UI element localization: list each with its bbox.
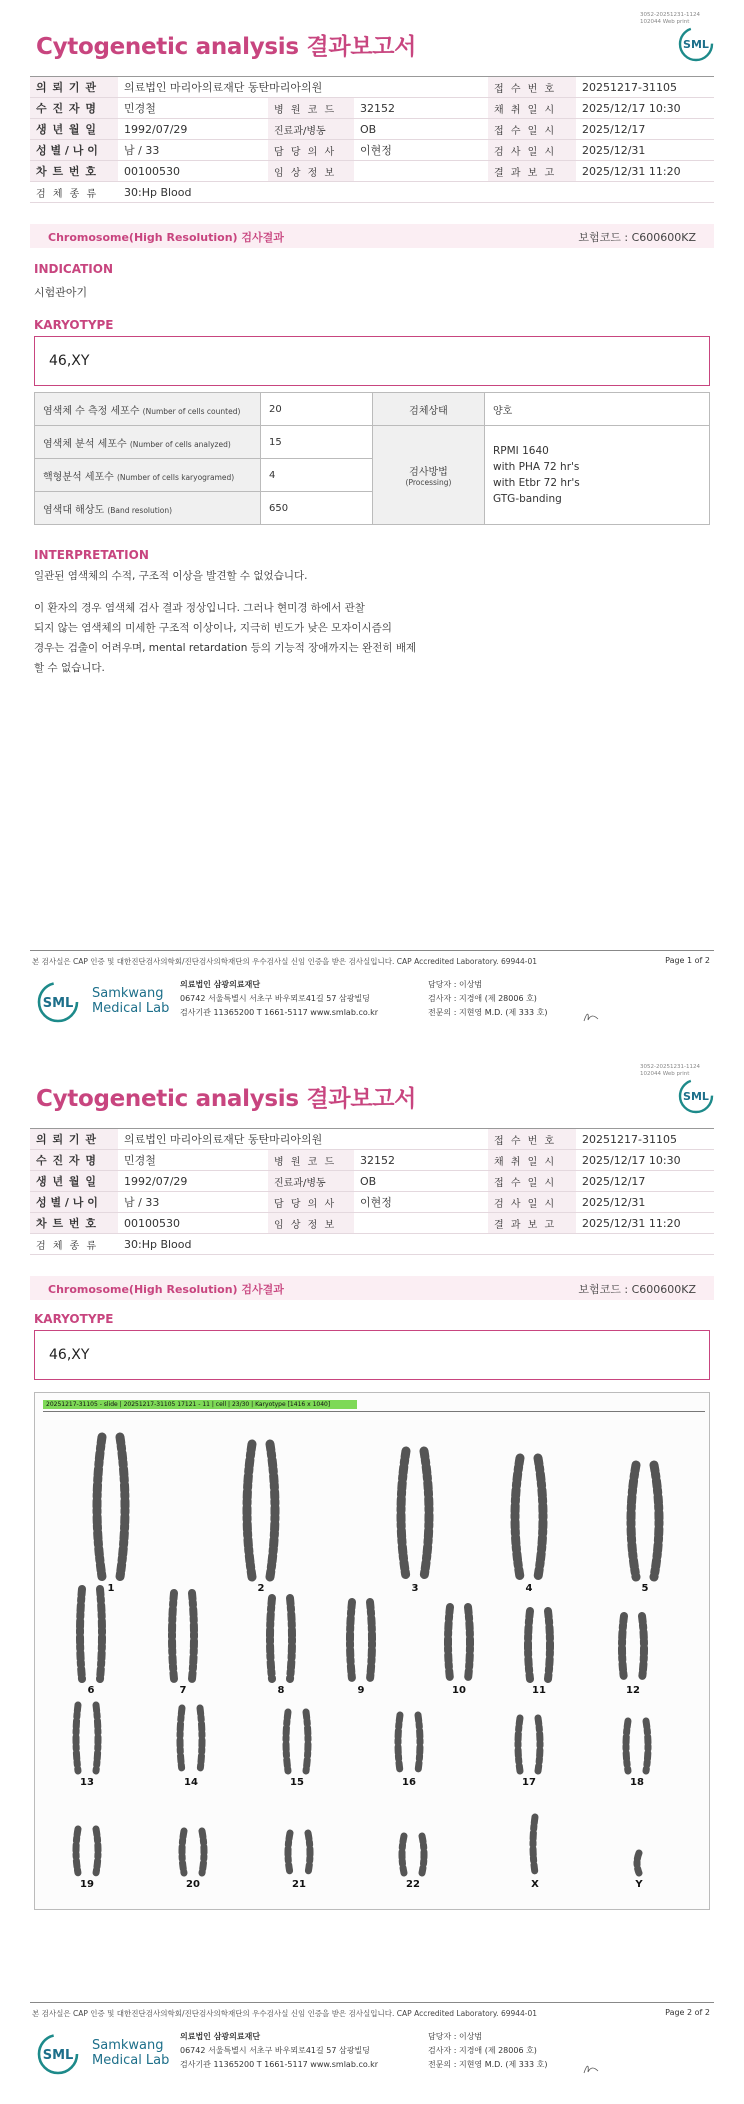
karyotype-box <box>34 336 710 386</box>
chromosome-8-2 <box>290 1598 292 1679</box>
label-physician: 담 당 의 사 <box>268 1192 354 1213</box>
chromosome-label-8: 8 <box>277 1685 285 1696</box>
chromosome-12-2 <box>642 1616 644 1679</box>
value-requesting-org: 의료법인 마리아의료재단 동탄마리아의원 <box>118 77 488 98</box>
signature-icon <box>582 2062 600 2076</box>
cells-analyzed-label: 염색체 분석 세포수 (Number of cells analyzed) <box>35 426 261 459</box>
result-band-title: Chromosome(High Resolution) 검사결과 <box>48 231 284 244</box>
svg-text:SML: SML <box>42 2048 74 2063</box>
chromosome-label-14: 14 <box>184 1777 198 1788</box>
specimen-status-value: 양호 <box>485 393 710 426</box>
karyogram-image <box>34 1392 710 1910</box>
karyogram-header-bar: 20251217-31105 - slide | 20251217-31105 17121 - 11 | cell | 23/30 | Karyotype [1416 x 1040] <box>43 1400 357 1409</box>
chromosome-label-Y: Y <box>635 1879 643 1890</box>
label-requesting-org: 의 뢰 기 관 <box>30 77 118 98</box>
label-specimen-type: 검 체 종 류 <box>30 1234 118 1255</box>
page-number: Page 1 of 2 <box>665 956 710 965</box>
chromosome-2-1 <box>247 1444 252 1577</box>
patient-info-table <box>30 76 714 203</box>
document-code: 3052-20251231-1124 102044 Web print <box>640 1064 700 1077</box>
value-department: OB <box>354 1171 488 1192</box>
label-chart-no: 차 트 번 호 <box>30 1213 118 1234</box>
chromosome-21-1 <box>288 1833 290 1873</box>
band-resolution-label: 염색대 해상도 (Band resolution) <box>35 492 261 525</box>
value-test-date: 2025/12/31 <box>576 140 714 161</box>
label-birth-date: 생 년 월 일 <box>30 1171 118 1192</box>
indication-title: INDICATION <box>34 262 113 276</box>
lab-address: 의료법인 삼광의료재단 06742 서울특별시 서초구 바우뫼로41길 57 삼광빌딩 검사기관 11365200 T 1661-5117 www.smlab.co.kr <box>180 980 379 1017</box>
cells-analyzed-value: 15 <box>261 426 373 459</box>
chromosome-8-1 <box>270 1598 272 1679</box>
chromosome-label-22: 22 <box>406 1879 420 1890</box>
insurance-code: 보험코드 : C600600KZ <box>578 231 696 244</box>
chromosome-21-2 <box>308 1833 310 1873</box>
label-sex-age: 성 별 / 나 이 <box>30 140 118 161</box>
chromosome-18-2 <box>646 1721 648 1771</box>
chromosome-6-1 <box>80 1589 82 1679</box>
cells-karyogramed-value: 4 <box>261 459 373 492</box>
chromosome-7-2 <box>192 1593 194 1679</box>
chromosome-18-1 <box>626 1721 628 1771</box>
label-requesting-org: 의 뢰 기 관 <box>30 1129 118 1150</box>
chromosome-4-2 <box>538 1458 543 1577</box>
result-band <box>30 224 714 248</box>
label-specimen-type: 검 체 종 류 <box>30 182 118 203</box>
chromosome-label-18: 18 <box>630 1777 644 1788</box>
chromosome-label-21: 21 <box>292 1879 306 1890</box>
value-test-date: 2025/12/31 <box>576 1192 714 1213</box>
label-test-date: 검 사 일 시 <box>488 1192 576 1213</box>
samkwang-logo-icon <box>36 980 80 1024</box>
value-birth-date: 1992/07/29 <box>118 1171 268 1192</box>
chromosome-4-1 <box>515 1458 520 1577</box>
chromosome-Y-1 <box>637 1853 639 1873</box>
chromosome-16-2 <box>418 1715 420 1771</box>
chromosome-22-1 <box>402 1836 404 1873</box>
label-patient-name: 수 진 자 명 <box>30 1150 118 1171</box>
value-receipt-date: 2025/12/17 <box>576 1171 714 1192</box>
result-band-title: Chromosome(High Resolution) 검사결과 <box>48 1283 284 1296</box>
chromosome-label-1: 1 <box>107 1583 115 1594</box>
cells-counted-value: 20 <box>261 393 373 426</box>
chromosome-label-2: 2 <box>257 1583 265 1594</box>
karyotype-value: 46,XY <box>49 353 90 369</box>
band-resolution-value: 650 <box>261 492 373 525</box>
label-receipt-no: 접 수 번 호 <box>488 1129 576 1150</box>
chromosome-label-13: 13 <box>80 1777 94 1788</box>
chromosome-label-16: 16 <box>402 1777 416 1788</box>
svg-text:SML: SML <box>683 1090 709 1103</box>
karyogram-chromosomes <box>35 1393 711 1911</box>
value-physician: 이현정 <box>354 1192 488 1213</box>
sml-logo-icon <box>678 1078 714 1114</box>
label-clinical-info: 임 상 정 보 <box>268 161 354 182</box>
chromosome-20-1 <box>182 1831 184 1873</box>
report-title: Cytogenetic analysis 결과보고서 <box>36 34 417 60</box>
value-specimen-type: 30:Hp Blood <box>118 182 714 203</box>
specimen-status-label: 검체상태 <box>373 393 485 426</box>
interpretation-detail: 이 환자의 경우 염색체 검사 결과 정상입니다. 그러나 현미경 하에서 관찰 되지 않는 염색체의 미세한 구조적 이상이나, 지극히 빈도가 낮은 모자이시즘의 경우는 검출이 어려우며, mental retardation 등의 기능적 장애까지는 완전히 배제 할 수 없습니다. <box>34 602 417 674</box>
chromosome-1-1 <box>97 1437 102 1577</box>
chromosome-22-2 <box>422 1836 424 1873</box>
chromosome-10-1 <box>448 1607 450 1679</box>
cell-analysis-table <box>34 392 710 525</box>
label-department: 진료과/병동 <box>268 1171 354 1192</box>
chromosome-label-17: 17 <box>522 1777 536 1788</box>
label-collection-time: 채 취 일 시 <box>488 98 576 119</box>
value-requesting-org: 의료법인 마리아의료재단 동탄마리아의원 <box>118 1129 488 1150</box>
chromosome-14-1 <box>180 1708 182 1771</box>
chromosome-6-2 <box>100 1589 102 1679</box>
chromosome-label-5: 5 <box>641 1583 649 1594</box>
label-test-date: 검 사 일 시 <box>488 140 576 161</box>
chromosome-5-1 <box>631 1465 636 1577</box>
lab-name: Samkwang Medical Lab <box>92 986 170 1016</box>
samkwang-logo-icon <box>36 2032 80 2076</box>
value-patient-name: 민경철 <box>118 98 268 119</box>
chromosome-X-1 <box>533 1817 535 1873</box>
value-receipt-no: 20251217-31105 <box>576 77 714 98</box>
chromosome-label-10: 10 <box>452 1685 466 1696</box>
report-title: Cytogenetic analysis 결과보고서 <box>36 1086 417 1112</box>
chromosome-15-2 <box>306 1712 308 1771</box>
chromosome-1-2 <box>120 1437 125 1577</box>
chromosome-label-9: 9 <box>357 1685 365 1696</box>
value-hospital-code: 32152 <box>354 98 488 119</box>
chromosome-label-20: 20 <box>186 1879 200 1890</box>
chromosome-label-12: 12 <box>626 1685 640 1696</box>
insurance-code: 보험코드 : C600600KZ <box>578 1283 696 1296</box>
value-report-time: 2025/12/31 11:20 <box>576 1213 714 1234</box>
interpretation-title: INTERPRETATION <box>34 548 149 562</box>
chromosome-9-1 <box>350 1602 352 1679</box>
chromosome-12-1 <box>622 1616 624 1679</box>
method-label: 검사방법 (Processing) <box>373 426 485 525</box>
chromosome-16-1 <box>398 1715 400 1771</box>
accreditation-note: 본 검사실은 CAP 인증 및 대한진단검사의학회/진단검사의학재단의 우수검사실 신임 인증을 받은 검사실입니다. CAP Accredited Laboratory. 69944-01 <box>32 2009 538 2018</box>
value-chart-no: 00100530 <box>118 161 268 182</box>
value-specimen-type: 30:Hp Blood <box>118 1234 714 1255</box>
chromosome-11-2 <box>548 1611 550 1679</box>
chromosome-17-1 <box>518 1718 520 1771</box>
chromosome-5-2 <box>654 1465 659 1577</box>
svg-text:SML: SML <box>683 38 709 51</box>
label-hospital-code: 병 원 코 드 <box>268 98 354 119</box>
chromosome-19-1 <box>76 1829 78 1873</box>
svg-text:SML: SML <box>42 996 74 1011</box>
patient-info-table <box>30 1128 714 1255</box>
accreditation-note: 본 검사실은 CAP 인증 및 대한진단검사의학회/진단검사의학재단의 우수검사실 신임 인증을 받은 검사실입니다. CAP Accredited Laboratory. 69944-01 <box>32 957 538 966</box>
value-report-time: 2025/12/31 11:20 <box>576 161 714 182</box>
method-value: RPMI 1640 with PHA 72 hr's with Etbr 72 hr's GTG-banding <box>485 426 710 525</box>
result-band <box>30 1276 714 1300</box>
chromosome-label-19: 19 <box>80 1879 94 1890</box>
value-sex-age: 남 / 33 <box>118 1192 268 1213</box>
chromosome-19-2 <box>96 1829 98 1873</box>
chromosome-7-1 <box>172 1593 174 1679</box>
cells-counted-label: 염색체 수 측정 세포수 (Number of cells counted) <box>35 393 261 426</box>
chromosome-label-3: 3 <box>411 1583 419 1594</box>
chromosome-3-1 <box>401 1451 406 1577</box>
sml-logo-icon <box>678 26 714 62</box>
value-clinical-info <box>354 1213 488 1234</box>
footer-divider <box>30 2002 714 2003</box>
chromosome-9-2 <box>370 1602 372 1679</box>
page-number: Page 2 of 2 <box>665 2008 710 2017</box>
report-page-2 <box>0 1052 744 2104</box>
chromosome-17-2 <box>538 1718 540 1771</box>
karyotype-value: 46,XY <box>49 1347 90 1363</box>
chromosome-3-2 <box>424 1451 429 1577</box>
chromosome-14-2 <box>200 1708 202 1771</box>
chromosome-13-1 <box>76 1705 78 1771</box>
lab-staff: 담당자 : 이상범 검사자 : 지경애 (제 28006 호) 전문의 : 지현영 M.D. (제 333 호) <box>428 980 548 1017</box>
label-birth-date: 생 년 월 일 <box>30 119 118 140</box>
value-collection-time: 2025/12/17 10:30 <box>576 98 714 119</box>
label-report-time: 결 과 보 고 <box>488 161 576 182</box>
label-receipt-date: 접 수 일 시 <box>488 1171 576 1192</box>
chromosome-15-1 <box>286 1712 288 1771</box>
value-receipt-no: 20251217-31105 <box>576 1129 714 1150</box>
chromosome-label-15: 15 <box>290 1777 304 1788</box>
lab-address: 의료법인 삼광의료재단 06742 서울특별시 서초구 바우뫼로41길 57 삼광빌딩 검사기관 11365200 T 1661-5117 www.smlab.co.kr <box>180 2032 379 2069</box>
footer-divider <box>30 950 714 951</box>
chromosome-label-11: 11 <box>532 1685 546 1696</box>
label-report-time: 결 과 보 고 <box>488 1213 576 1234</box>
value-receipt-date: 2025/12/17 <box>576 119 714 140</box>
cells-karyogramed-label: 핵형분석 세포수 (Number of cells karyogramed) <box>35 459 261 492</box>
chromosome-label-4: 4 <box>525 1583 533 1594</box>
label-department: 진료과/병동 <box>268 119 354 140</box>
label-patient-name: 수 진 자 명 <box>30 98 118 119</box>
lab-name: Samkwang Medical Lab <box>92 2038 170 2068</box>
value-birth-date: 1992/07/29 <box>118 119 268 140</box>
label-physician: 담 당 의 사 <box>268 140 354 161</box>
karyotype-title: KARYOTYPE <box>34 1312 114 1326</box>
lab-staff: 담당자 : 이상범 검사자 : 지경애 (제 28006 호) 전문의 : 지현영 M.D. (제 333 호) <box>428 2032 548 2069</box>
label-clinical-info: 임 상 정 보 <box>268 1213 354 1234</box>
value-department: OB <box>354 119 488 140</box>
chromosome-20-2 <box>202 1831 204 1873</box>
signature-icon <box>582 1010 600 1024</box>
chromosome-label-X: X <box>531 1879 539 1890</box>
value-clinical-info <box>354 161 488 182</box>
label-collection-time: 채 취 일 시 <box>488 1150 576 1171</box>
chromosome-2-2 <box>270 1444 275 1577</box>
karyotype-title: KARYOTYPE <box>34 318 114 332</box>
value-collection-time: 2025/12/17 10:30 <box>576 1150 714 1171</box>
label-chart-no: 차 트 번 호 <box>30 161 118 182</box>
label-sex-age: 성 별 / 나 이 <box>30 1192 118 1213</box>
value-physician: 이현정 <box>354 140 488 161</box>
value-hospital-code: 32152 <box>354 1150 488 1171</box>
value-sex-age: 남 / 33 <box>118 140 268 161</box>
label-receipt-no: 접 수 번 호 <box>488 77 576 98</box>
document-code: 3052-20251231-1124 102044 Web print <box>640 12 700 25</box>
chromosome-10-2 <box>468 1607 470 1679</box>
chromosome-13-2 <box>96 1705 98 1771</box>
interpretation-summary: 일관된 염색체의 수적, 구조적 이상을 발견할 수 없었습니다. <box>34 570 308 582</box>
label-hospital-code: 병 원 코 드 <box>268 1150 354 1171</box>
karyotype-box <box>34 1330 710 1380</box>
value-chart-no: 00100530 <box>118 1213 268 1234</box>
value-patient-name: 민경철 <box>118 1150 268 1171</box>
chromosome-11-1 <box>528 1611 530 1679</box>
indication-text: 시험관아기 <box>34 286 88 299</box>
chromosome-label-7: 7 <box>179 1685 187 1696</box>
label-receipt-date: 접 수 일 시 <box>488 119 576 140</box>
chromosome-label-6: 6 <box>87 1685 95 1696</box>
